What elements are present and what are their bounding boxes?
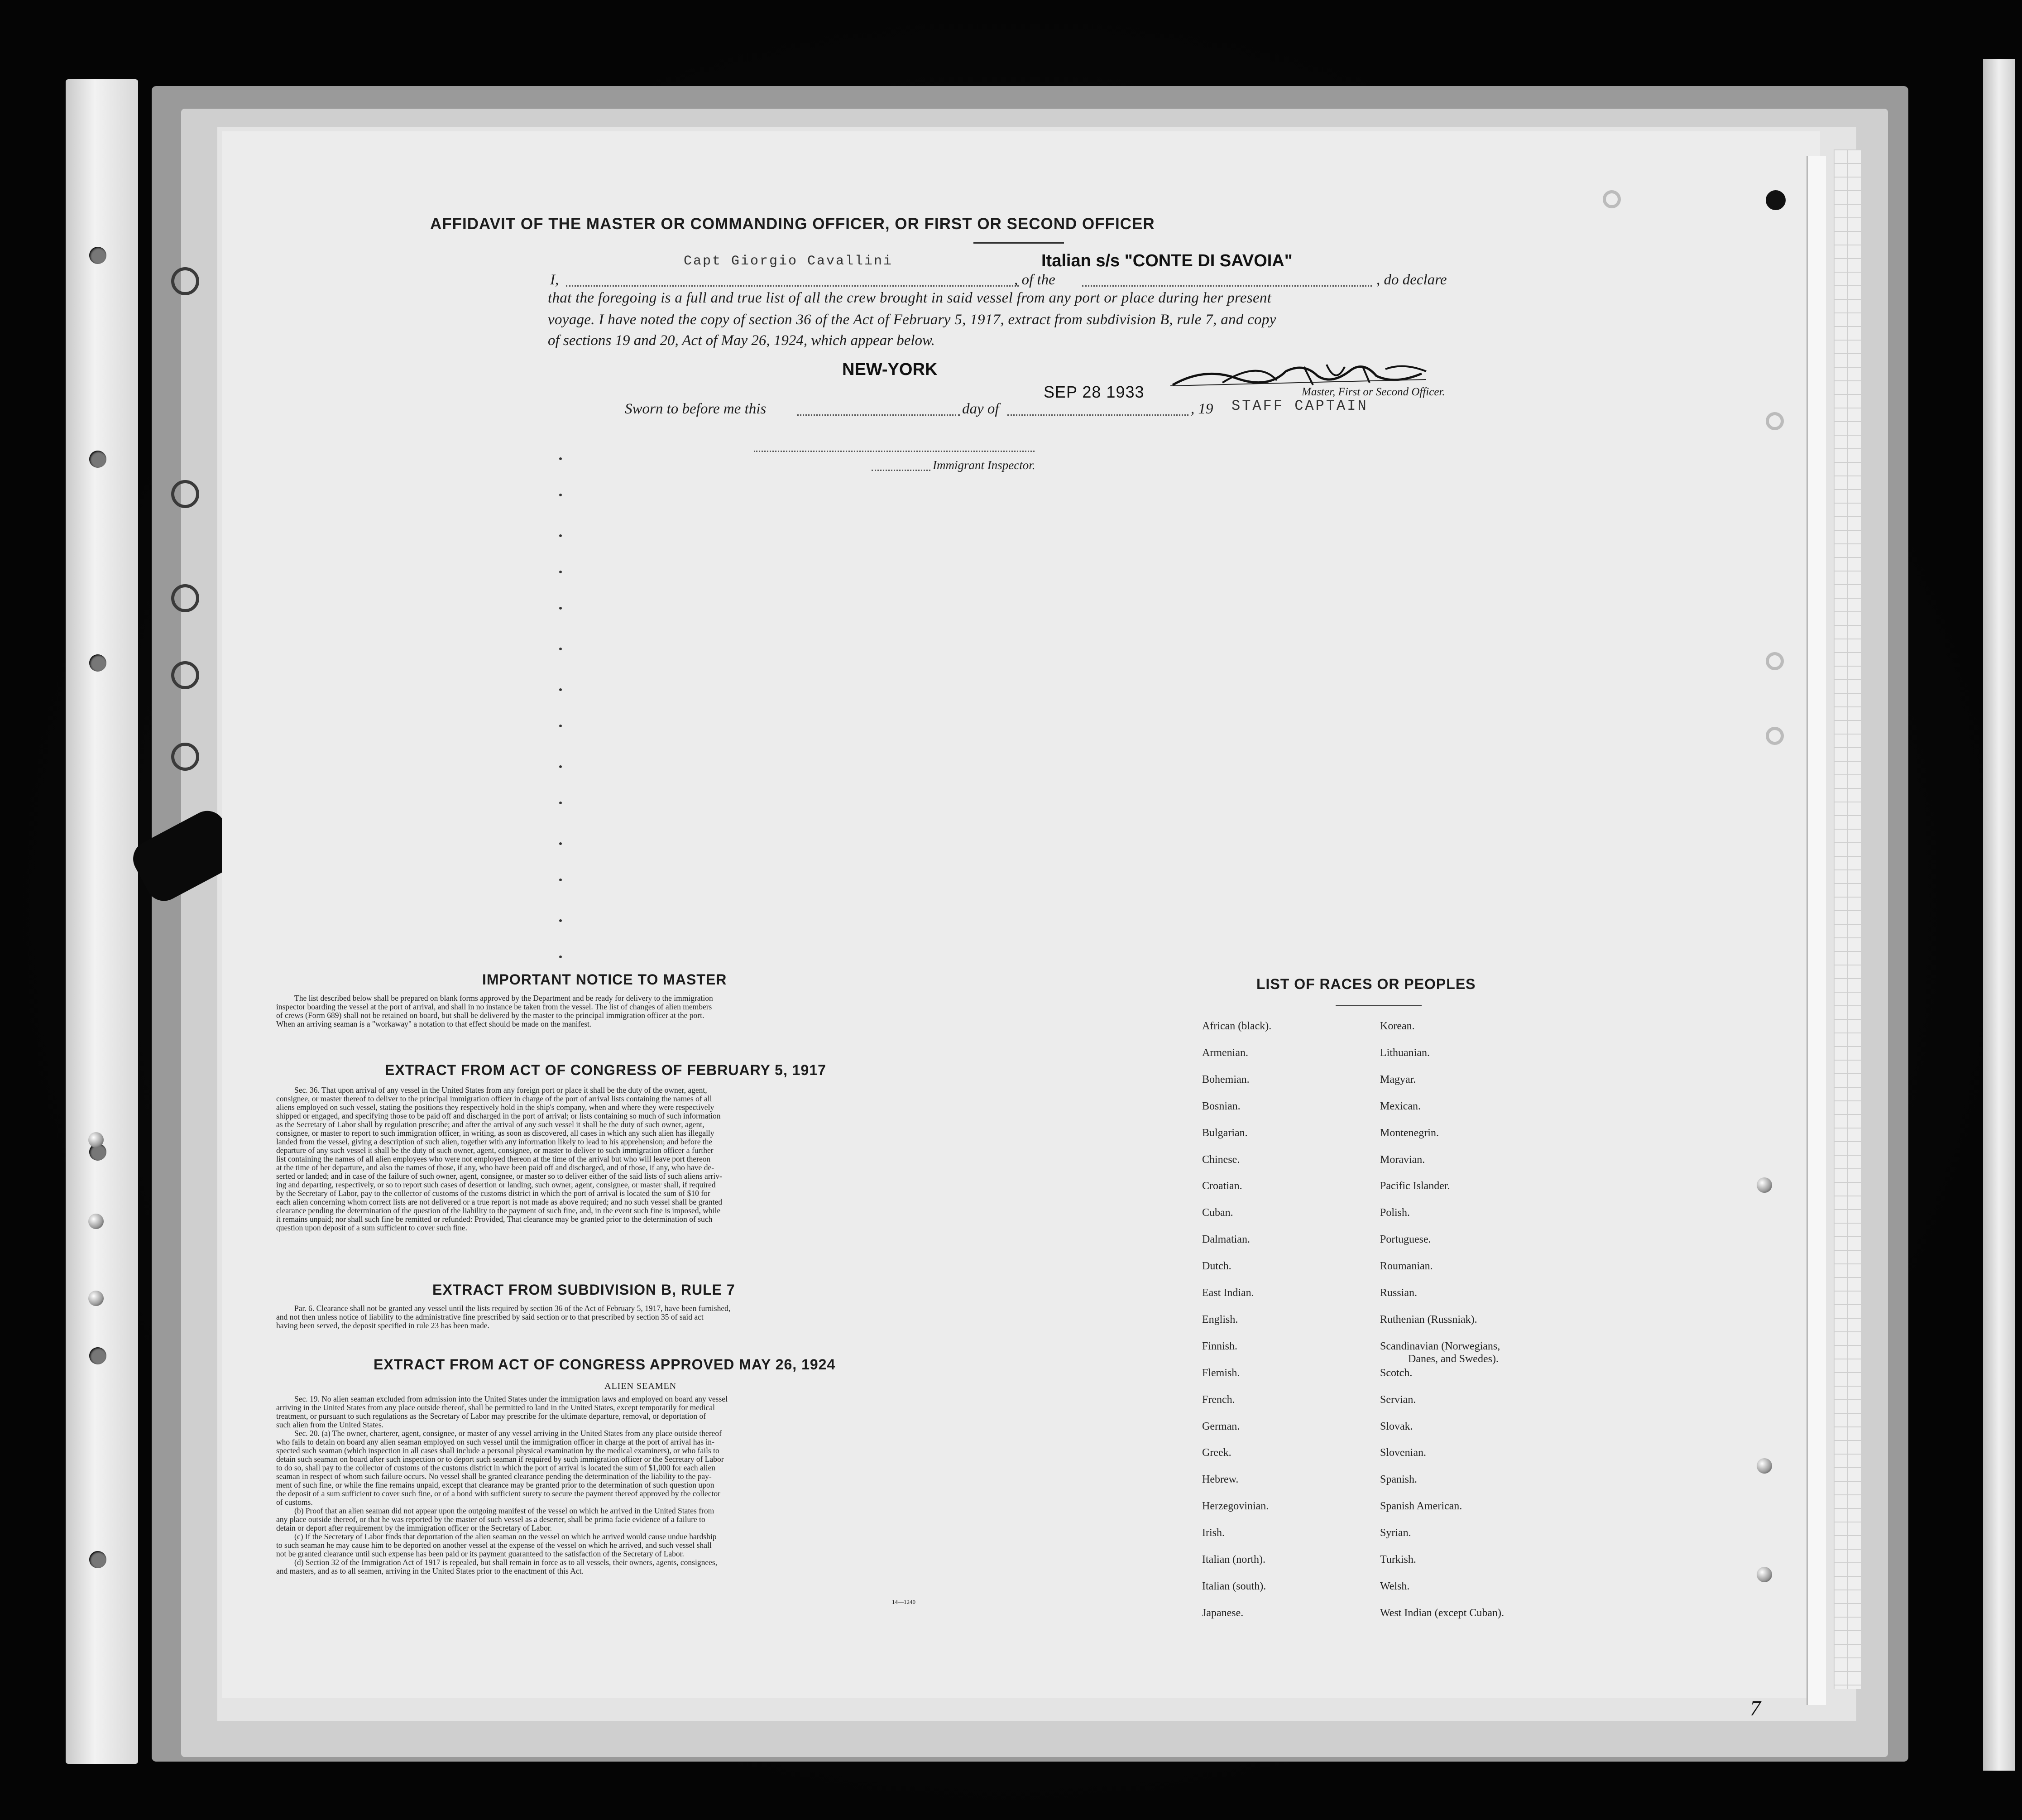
fill-line — [797, 414, 960, 416]
race-item: Japanese. — [1202, 1607, 1244, 1619]
notice-title: IMPORTANT NOTICE TO MASTER — [482, 971, 727, 988]
binder-ring — [1603, 190, 1621, 208]
bullet-dot — [559, 688, 562, 691]
text-line: to such seaman he may cause him to be deported on another vessel at the expense of the vessel on which he arrived, and such vessel shall — [276, 1541, 712, 1550]
fill-line — [872, 470, 930, 471]
race-item: Italian (south). — [1202, 1580, 1266, 1592]
race-item: German. — [1202, 1420, 1240, 1432]
binder-ring — [171, 480, 199, 508]
text-line: serted or landed; and in case of the failure of such owner, agent, consignee, or master so to deliver either of the said lists of such aliens arriv- — [276, 1172, 722, 1181]
divider — [1336, 1005, 1422, 1006]
bullet-dot — [559, 571, 562, 573]
race-item: Magyar. — [1380, 1073, 1416, 1085]
race-item: Armenian. — [1202, 1047, 1248, 1059]
race-item: Polish. — [1380, 1207, 1410, 1219]
race-item: Cuban. — [1202, 1207, 1233, 1219]
race-item: Dutch. — [1202, 1260, 1231, 1273]
bullet-dot — [559, 534, 562, 537]
text-line: (d) Section 32 of the Immigration Act of 1917 is repealed, but shall remain in force as to all vessels, their owners, agents, consignees, — [294, 1558, 718, 1567]
race-item: Bulgarian. — [1202, 1127, 1248, 1139]
divider — [973, 242, 1064, 244]
text-line: treatment, or pursuant to such regulations as the Secretary of Labor may prescribe for the ultimate departure, removal, or deportation of — [276, 1412, 706, 1421]
vessel-stamp: Italian s/s "CONTE DI SAVOIA" — [1041, 251, 1293, 270]
race-item: Welsh. — [1380, 1580, 1410, 1592]
text-line: any place outside thereof, or that he was reported by the master of such vessel as a deserter, shall be prima facie evidence of a failure to — [276, 1515, 705, 1524]
graph-paper-strip — [1834, 149, 1861, 1689]
bullet-dot — [559, 648, 562, 650]
binder-ring — [1766, 727, 1784, 745]
binder-strip-left — [66, 79, 138, 1764]
inspector-signature-line — [754, 451, 1035, 452]
bullet-dot — [559, 956, 562, 958]
extract-rule7-title: EXTRACT FROM SUBDIVISION B, RULE 7 — [432, 1282, 735, 1298]
notice-line: When an arriving seaman is a "workaway" a notation to that effect should be made on the manifest. — [276, 1019, 592, 1028]
rivet — [1757, 1567, 1772, 1582]
race-item: Russian. — [1380, 1287, 1418, 1299]
race-item: Portuguese. — [1380, 1234, 1431, 1246]
race-item: Scotch. — [1380, 1367, 1413, 1379]
bullet-dot — [559, 919, 562, 922]
race-item: Chinese. — [1202, 1153, 1240, 1166]
rivet — [1757, 1458, 1772, 1474]
race-item-continuation: Danes, and Swedes). — [1408, 1353, 1499, 1365]
declarant-prefix: I, — [550, 272, 559, 288]
text-line: each alien concerning whom correct lists are not delivered or a true report is not made as above required; and no such vessel shall be granted — [276, 1197, 722, 1206]
extract-1924-title: EXTRACT FROM ACT OF CONGRESS APPROVED MAY 26, 1924 — [374, 1356, 836, 1373]
text-line: Sec. 20. (a) The owner, charterer, agent, consignee, or master of any vessel arriving in the United States from any place outside thereof — [294, 1429, 722, 1438]
text-line: ing and departing, respectively, or so to report such cases of desertion or landing, such owner, agent, consignee, or master shall, if required — [276, 1180, 716, 1189]
text-line: by the Secretary of Labor, pay to the collector of customs of the customs district in which the port of arrival is located the sum of $10 for — [276, 1189, 710, 1198]
day-of-label: day of — [962, 401, 999, 417]
text-line: question upon deposit of a sum sufficient to cover such fine. — [276, 1223, 468, 1232]
punch-hole — [89, 1347, 106, 1364]
binder-ring — [171, 661, 199, 689]
inspector-caption: Immigrant Inspector. — [933, 458, 1035, 472]
punch-hole — [89, 654, 106, 672]
fill-line — [566, 285, 1019, 287]
page-edge — [1806, 156, 1826, 1705]
race-item: Pacific Islander. — [1380, 1180, 1450, 1192]
binder-ring — [171, 267, 199, 295]
race-item: Scandinavian (Norwegians, — [1380, 1340, 1500, 1352]
text-line: (c) If the Secretary of Labor finds that deportation of the alien seaman on the vessel on which he arrived would cause undue hardship — [294, 1532, 717, 1541]
of-the-label: , of the — [1014, 272, 1055, 288]
text-line: and masters, and as to all seamen, arriving in the United States prior to the enactment of this Act. — [276, 1566, 584, 1575]
race-item: Syrian. — [1380, 1527, 1411, 1539]
declarant-name: Capt Giorgio Cavallini — [684, 254, 893, 269]
rivet — [88, 1291, 104, 1306]
text-line: of customs. — [276, 1498, 313, 1507]
text-line: seaman in respect of whom such failure occurs. No vessel shall be granted clearance pending the determination of the liability to the pay- — [276, 1472, 712, 1481]
text-line: consignee, or master thereof to deliver to the principal immigration officer in charge of the port of arrival lists containing the names of all — [276, 1094, 712, 1103]
text-line: and not then unless notice of liability to the administrative fine prescribed by said section or to that prescribed by section 35 of said act — [276, 1312, 704, 1321]
race-item: African (black). — [1202, 1020, 1272, 1032]
text-line: spected such seaman (which inspection in all cases shall include a personal physical examination by the medical examiners), or who fails to — [276, 1446, 719, 1455]
binder-ring — [1766, 652, 1784, 670]
binder-ring — [1766, 412, 1784, 430]
year-prefix: , 19 — [1191, 401, 1213, 417]
text-line: who fails to detain on board any alien seaman employed on such vessel until the immigration officer in charge at the port of arrival has in- — [276, 1437, 714, 1446]
text-line: detain or deport after requirement by the immigration officer or the Secretary of Labor. — [276, 1523, 552, 1532]
race-item: Finnish. — [1202, 1340, 1238, 1352]
date-stamp: SEP 28 1933 — [1044, 383, 1145, 401]
race-item: West Indian (except Cuban). — [1380, 1607, 1504, 1619]
punch-hole — [89, 247, 106, 264]
punch-hole — [89, 1551, 106, 1568]
bullet-dot — [559, 607, 562, 610]
text-line: clearance pending the determination of the question of the liability to the payment of such fine, and, in the event such fine is imposed, while — [276, 1206, 721, 1215]
race-item: Greek. — [1202, 1447, 1231, 1459]
race-item: Servian. — [1380, 1393, 1416, 1406]
race-item: French. — [1202, 1393, 1235, 1406]
binder-ring — [1766, 190, 1786, 210]
text-line: such alien from the United States. — [276, 1420, 384, 1429]
extract-rule7-body — [276, 1304, 969, 1330]
races-title: LIST OF RACES OR PEOPLES — [1256, 976, 1476, 992]
bullet-dot — [559, 765, 562, 768]
race-item: Roumanian. — [1380, 1260, 1433, 1273]
text-line: at the time of her departure, and also the names of those, if any, who have been paid off and discharged, and of those, if any, who have de- — [276, 1163, 714, 1172]
extract-1924-subtitle: ALIEN SEAMEN — [604, 1381, 677, 1391]
affidavit-title: AFFIDAVIT OF THE MASTER OR COMMANDING OFFICER, OR FIRST OR SECOND OFFICER — [430, 215, 1155, 233]
binder-ring — [171, 743, 199, 771]
binder-ring — [171, 584, 199, 612]
affidavit-line-4: of sections 19 and 20, Act of May 26, 1924, which appear below. — [548, 332, 935, 349]
race-item: Flemish. — [1202, 1367, 1240, 1379]
notice-line: of crews (Form 689) shall not be retained on board, but shall be delivered by the master to the principal immigration officer at the port. — [276, 1011, 704, 1020]
text-line: departure of any such vessel it shall be the duty of such owner, agent, consignee, or master to deliver to such immigration officer a further — [276, 1146, 714, 1155]
text-line: having been served, the deposit specified in rule 23 has been made. — [276, 1321, 489, 1330]
text-line: Par. 6. Clearance shall not be granted any vessel until the lists required by section 36 of the Act of February 5, 1917, have been furnished, — [294, 1304, 731, 1313]
text-line: the deposit of a sum sufficient to cover such fine, or of a bond with sufficient surety to secure the payment thereof approved by the collector — [276, 1489, 720, 1498]
text-line: ment of such fine, or while the fine remains unpaid, except that clearance may be granted prior to the determination of such question upon — [276, 1480, 714, 1489]
race-item: Irish. — [1202, 1527, 1225, 1539]
affidavit-line-2: that the foregoing is a full and true list of all the crew brought in said vessel from any port or place during her present — [548, 290, 1272, 306]
race-item: Herzegovinian. — [1202, 1500, 1269, 1513]
text-line: detain such seaman on board after such inspection or to deport such seaman if required by such immigration officer or the Secretary of Labor — [276, 1455, 724, 1464]
race-item: Mexican. — [1380, 1100, 1421, 1112]
affidavit-line-3: voyage. I have noted the copy of section 36 of the Act of February 5, 1917, extract from subdivision B, rule 7, and copy — [548, 312, 1276, 328]
bullet-dot — [559, 879, 562, 881]
race-item: Bohemian. — [1202, 1073, 1250, 1085]
race-item: Slovak. — [1380, 1420, 1413, 1432]
extract-1917-title: EXTRACT FROM ACT OF CONGRESS OF FEBRUARY 5, 1917 — [385, 1062, 826, 1078]
text-line: list containing the names of all alien employees who were not employed thereon at the time of the arrival but who will leave port thereon — [276, 1154, 711, 1163]
fill-line — [1007, 414, 1188, 416]
bullet-dot — [559, 494, 562, 496]
text-line: Sec. 36. That upon arrival of any vessel in the United States from any foreign port or place it shall be the duty of the owner, agent, — [294, 1085, 707, 1095]
binder-strip-right — [1983, 59, 2015, 1771]
extract-1924-body — [276, 1395, 969, 1575]
signature-caption: Master, First or Second Officer. — [1302, 386, 1445, 398]
bullet-dot — [559, 802, 562, 804]
margin-mark: 7 — [1750, 1696, 1761, 1720]
text-line: shipped or engaged, and specifying those to be paid off and discharged in the port of arrival; or lists containing so much of such information — [276, 1111, 721, 1120]
text-line: (b) Proof that an alien seaman did not appear upon the outgoing manifest of the vessel on which he arrived in the United States from — [294, 1506, 714, 1515]
bullet-dot — [559, 457, 562, 460]
place-stamp: NEW-YORK — [842, 360, 938, 379]
text-line: Sec. 19. No alien seaman excluded from admission into the United States under the immigration laws and employed on board any vessel — [294, 1394, 728, 1403]
text-line: aliens employed on such vessel, stating the positions they respectively hold in the ship's company, when and where they were respectively — [276, 1103, 714, 1112]
sworn-label: Sworn to before me this — [625, 401, 767, 417]
fill-line — [1082, 285, 1372, 287]
race-item: Spanish American. — [1380, 1500, 1462, 1513]
rivet — [88, 1214, 104, 1229]
race-item: Montenegrin. — [1380, 1127, 1439, 1139]
text-line: it remains unpaid; nor shall such fine be remitted or refunded: Provided, That clearance may be granted prior to the determination of such — [276, 1215, 713, 1224]
race-item: Croatian. — [1202, 1180, 1242, 1192]
race-item: East Indian. — [1202, 1287, 1254, 1299]
bullet-dot — [559, 842, 562, 845]
race-item: Lithuanian. — [1380, 1047, 1430, 1059]
text-line: to do so, shall pay to the collector of customs of the customs district in which the port of arrival is located the sum of $1,000 for each alien — [276, 1463, 716, 1472]
race-item: Dalmatian. — [1202, 1234, 1250, 1246]
text-line: arriving in the United States from any place outside thereof, shall be permitted to land in the United States, except temporarily for medical — [276, 1403, 715, 1412]
text-line: as the Secretary of Labor shall by regulation prescribe; and after the arrival of any such vessel it shall be the duty of such owner, agent, — [276, 1120, 704, 1129]
notice-body — [276, 994, 969, 1028]
text-line: consignee, or master to report to such immigration officer, in writing, as soon as discovered, all cases in which any such alien has illegally — [276, 1128, 714, 1138]
do-declare-label: , do declare — [1376, 272, 1447, 288]
text-line: landed from the vessel, giving a description of such alien, together with any information likely to lead to his apprehension; and before the — [276, 1137, 713, 1146]
bullet-dot — [559, 725, 562, 727]
notice-line: inspector boarding the vessel at the port of arrival, and shall in no instance be taken from the vessel. The list of changes of alien members — [276, 1002, 712, 1011]
race-item: Turkish. — [1380, 1554, 1416, 1565]
notice-line: The list described below shall be prepared on blank forms approved by the Department and be ready for delivery to the immigration — [294, 994, 713, 1003]
text-line: not be granted clearance until such expense has been paid or its payment guaranteed to the satisfaction of the Secretary of Labor. — [276, 1549, 684, 1558]
rivet — [1757, 1177, 1772, 1193]
race-item: Spanish. — [1380, 1474, 1418, 1486]
race-item: English. — [1202, 1313, 1238, 1325]
punch-hole — [89, 451, 106, 468]
form-number: 14—1240 — [892, 1599, 915, 1605]
race-item: Korean. — [1380, 1020, 1415, 1032]
extract-1917-body — [276, 1086, 969, 1232]
race-item: Italian (north). — [1202, 1554, 1265, 1565]
staff-captain-stamp: STAFF CAPTAIN — [1231, 398, 1368, 414]
race-item: Slovenian. — [1380, 1447, 1426, 1459]
race-item: Hebrew. — [1202, 1474, 1239, 1486]
race-item: Moravian. — [1380, 1153, 1425, 1166]
race-item: Ruthenian (Russniak). — [1380, 1313, 1477, 1325]
race-item: Bosnian. — [1202, 1100, 1241, 1112]
rivet — [88, 1132, 104, 1148]
